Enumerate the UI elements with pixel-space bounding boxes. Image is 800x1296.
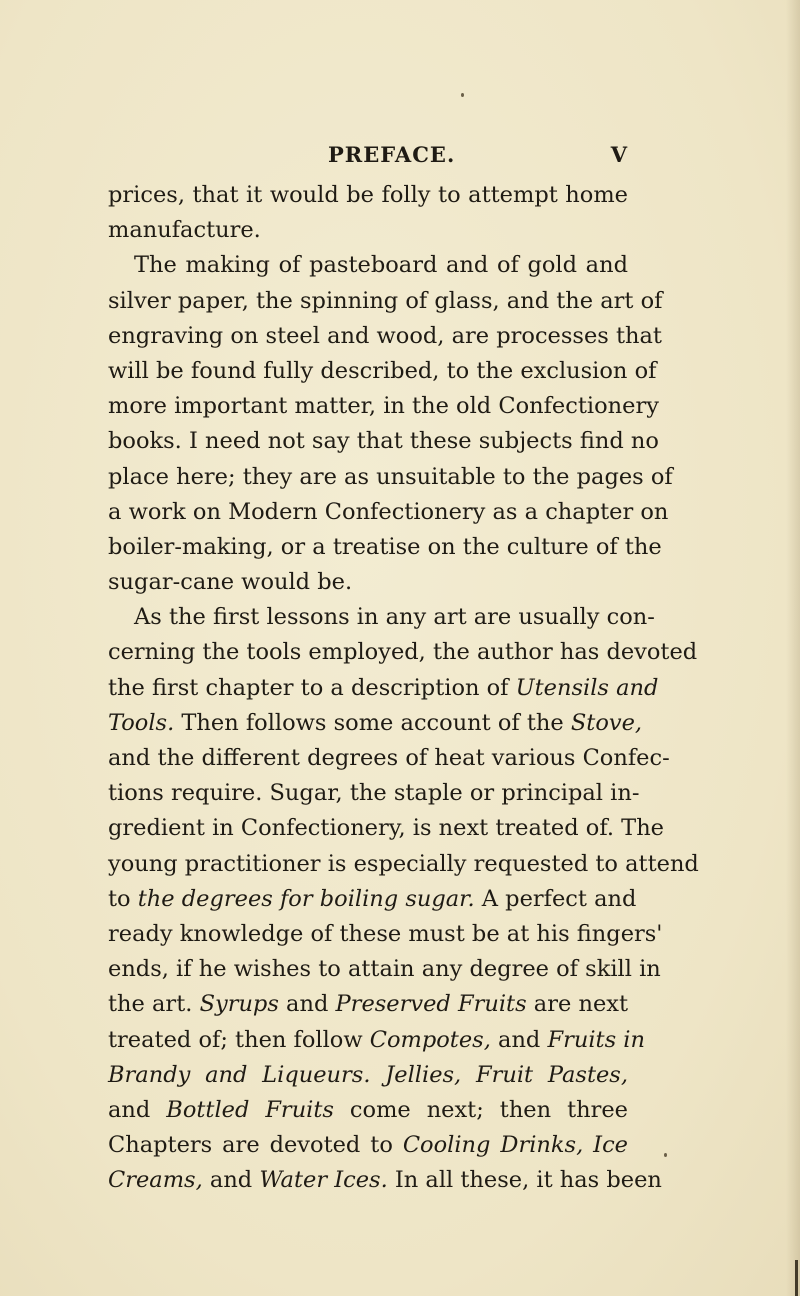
- italic-term: Syrups: [199, 991, 279, 1018]
- text-line: will be found fully described, to the exclusion of: [108, 357, 657, 384]
- text-run: In all these, it has been: [387, 1167, 662, 1194]
- italic-term: Bottled Fruits: [166, 1096, 334, 1123]
- text-line: place here; they are as unsuitable to the pages of: [108, 463, 673, 490]
- text-run: are next: [526, 991, 628, 1018]
- text-line: prices, that it would be folly to attempt home: [108, 182, 628, 208]
- text-run: and: [108, 1096, 167, 1123]
- italic-term: Cooling Drinks, Ice: [402, 1132, 628, 1159]
- text-run: A perfect and: [474, 885, 637, 912]
- text-run: the first chapter to a description of: [108, 674, 516, 701]
- text-line: tions require. Sugar, the staple or principal in-: [108, 780, 640, 807]
- text-run: come next; then three: [333, 1096, 628, 1123]
- text-line: more important matter, in the old Confectionery: [108, 393, 659, 420]
- italic-term: Stove,: [570, 709, 643, 736]
- text-line: [108, 1163, 662, 1198]
- text-line: [108, 671, 659, 706]
- text-run: Then follows some account of the: [174, 709, 571, 736]
- text-run: and: [202, 1167, 260, 1194]
- text-run: and: [278, 991, 336, 1018]
- text-line: [108, 706, 643, 741]
- text-line: engraving on steel and wood, are processes that: [108, 322, 662, 349]
- italic-term: Tools.: [108, 709, 175, 736]
- text-line: silver paper, the spinning of glass, and the art of: [108, 287, 663, 314]
- italic-term: Water Ices.: [259, 1167, 388, 1194]
- text-line: young practitioner is especially requested to attend: [108, 850, 699, 877]
- text-line: ready knowledge of these must be at his fingers': [108, 920, 663, 947]
- text-line: a work on Modern Confectionery as a chapter on: [108, 498, 669, 525]
- text-run: to: [108, 885, 138, 912]
- page-number: V: [610, 142, 628, 167]
- text-run: [370, 1062, 385, 1088]
- text-line: [108, 1058, 628, 1093]
- text-line: sugar-cane would be.: [108, 569, 353, 596]
- running-head: [108, 142, 628, 172]
- text-line: books. I need not say that these subjects find no: [108, 428, 659, 455]
- italic-term: Creams,: [108, 1167, 203, 1194]
- preface-body: [108, 178, 699, 1198]
- italic-term: Fruits in: [547, 1026, 645, 1053]
- text-run: the art.: [108, 991, 200, 1018]
- text-line: [108, 1128, 628, 1163]
- text-line: [108, 1093, 628, 1128]
- page-edge-mark: [795, 1260, 798, 1296]
- italic-term: Preserved Fruits: [335, 991, 527, 1018]
- text-run: Chapters are devoted to: [108, 1132, 403, 1159]
- text-line: ends, if he wishes to attain any degree of skill in: [108, 956, 661, 983]
- paper-speck: [461, 93, 464, 97]
- text-line: The making of pasteboard and of gold and: [134, 252, 628, 279]
- paper-speck: [664, 1153, 667, 1157]
- text-line: boiler-making, or a treatise on the culture of the: [108, 533, 662, 560]
- text-line: [108, 987, 628, 1022]
- text-line: and the different degrees of heat various Confec-: [108, 745, 670, 771]
- text-line: [108, 1023, 645, 1058]
- text-line: cerning the tools employed, the author has devoted: [108, 639, 698, 666]
- text-run: and: [490, 1026, 548, 1053]
- text-line: As the first lessons in any art are usually con-: [134, 604, 655, 631]
- text-line: manufacture.: [108, 217, 261, 244]
- italic-term: Brandy and Liqueurs.: [108, 1061, 371, 1088]
- running-head-title: PREFACE.: [328, 142, 456, 167]
- italic-term: the degrees for boiling sugar.: [137, 885, 475, 912]
- italic-term: Jellies, Fruit Pastes,: [385, 1061, 629, 1088]
- italic-term: Utensils and: [515, 674, 659, 701]
- text-line: [108, 882, 637, 917]
- italic-term: Compotes,: [369, 1026, 491, 1053]
- text-line: gredient in Confectionery, is next treated of. The: [108, 815, 664, 842]
- text-run: treated of; then follow: [108, 1026, 370, 1053]
